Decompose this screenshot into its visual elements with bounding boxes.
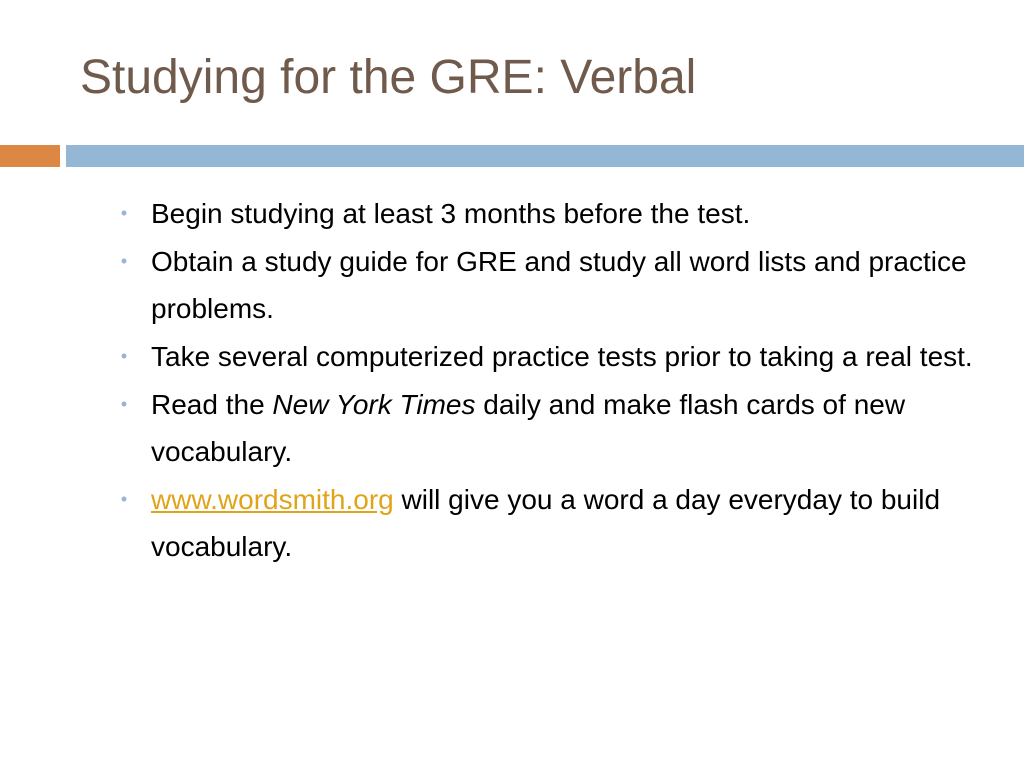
- bullet-dot-icon: •: [120, 203, 128, 223]
- bullet-text-prefix: Read the: [151, 389, 273, 420]
- bullet-dot-icon: •: [120, 489, 128, 509]
- wordsmith-link[interactable]: www.wordsmith.org: [151, 484, 394, 515]
- bullet-text: Take several computerized practice tests prior to taking a real test.: [151, 341, 973, 372]
- bullet-item-3: [118, 333, 988, 380]
- bullet-text: [151, 389, 905, 467]
- bullet-text: [151, 484, 940, 562]
- bullet-item-1: [118, 190, 988, 237]
- bullet-dot-icon: •: [120, 394, 128, 414]
- bullet-dot-icon: •: [120, 346, 128, 366]
- slide-title: Studying for the GRE: Verbal: [80, 51, 697, 104]
- bullet-item-5: [118, 476, 988, 570]
- bullet-item-2: [118, 238, 988, 332]
- bullet-text-suffix: will give you a word a day everyday to build vocabulary.: [151, 484, 941, 562]
- accent-bar-orange: [0, 145, 60, 167]
- newspaper-title: New York Times: [272, 389, 476, 420]
- bullet-dot-icon: •: [120, 251, 128, 271]
- bullet-text: Begin studying at least 3 months before the test.: [151, 198, 751, 229]
- bullet-text-suffix: daily and make flash cards of new vocabulary.: [151, 389, 906, 467]
- bullet-item-4: [118, 381, 988, 475]
- accent-bar-blue: [66, 145, 1024, 167]
- bullet-text: Obtain a study guide for GRE and study all word lists and practice problems.: [151, 246, 967, 324]
- bullet-list: [118, 190, 988, 571]
